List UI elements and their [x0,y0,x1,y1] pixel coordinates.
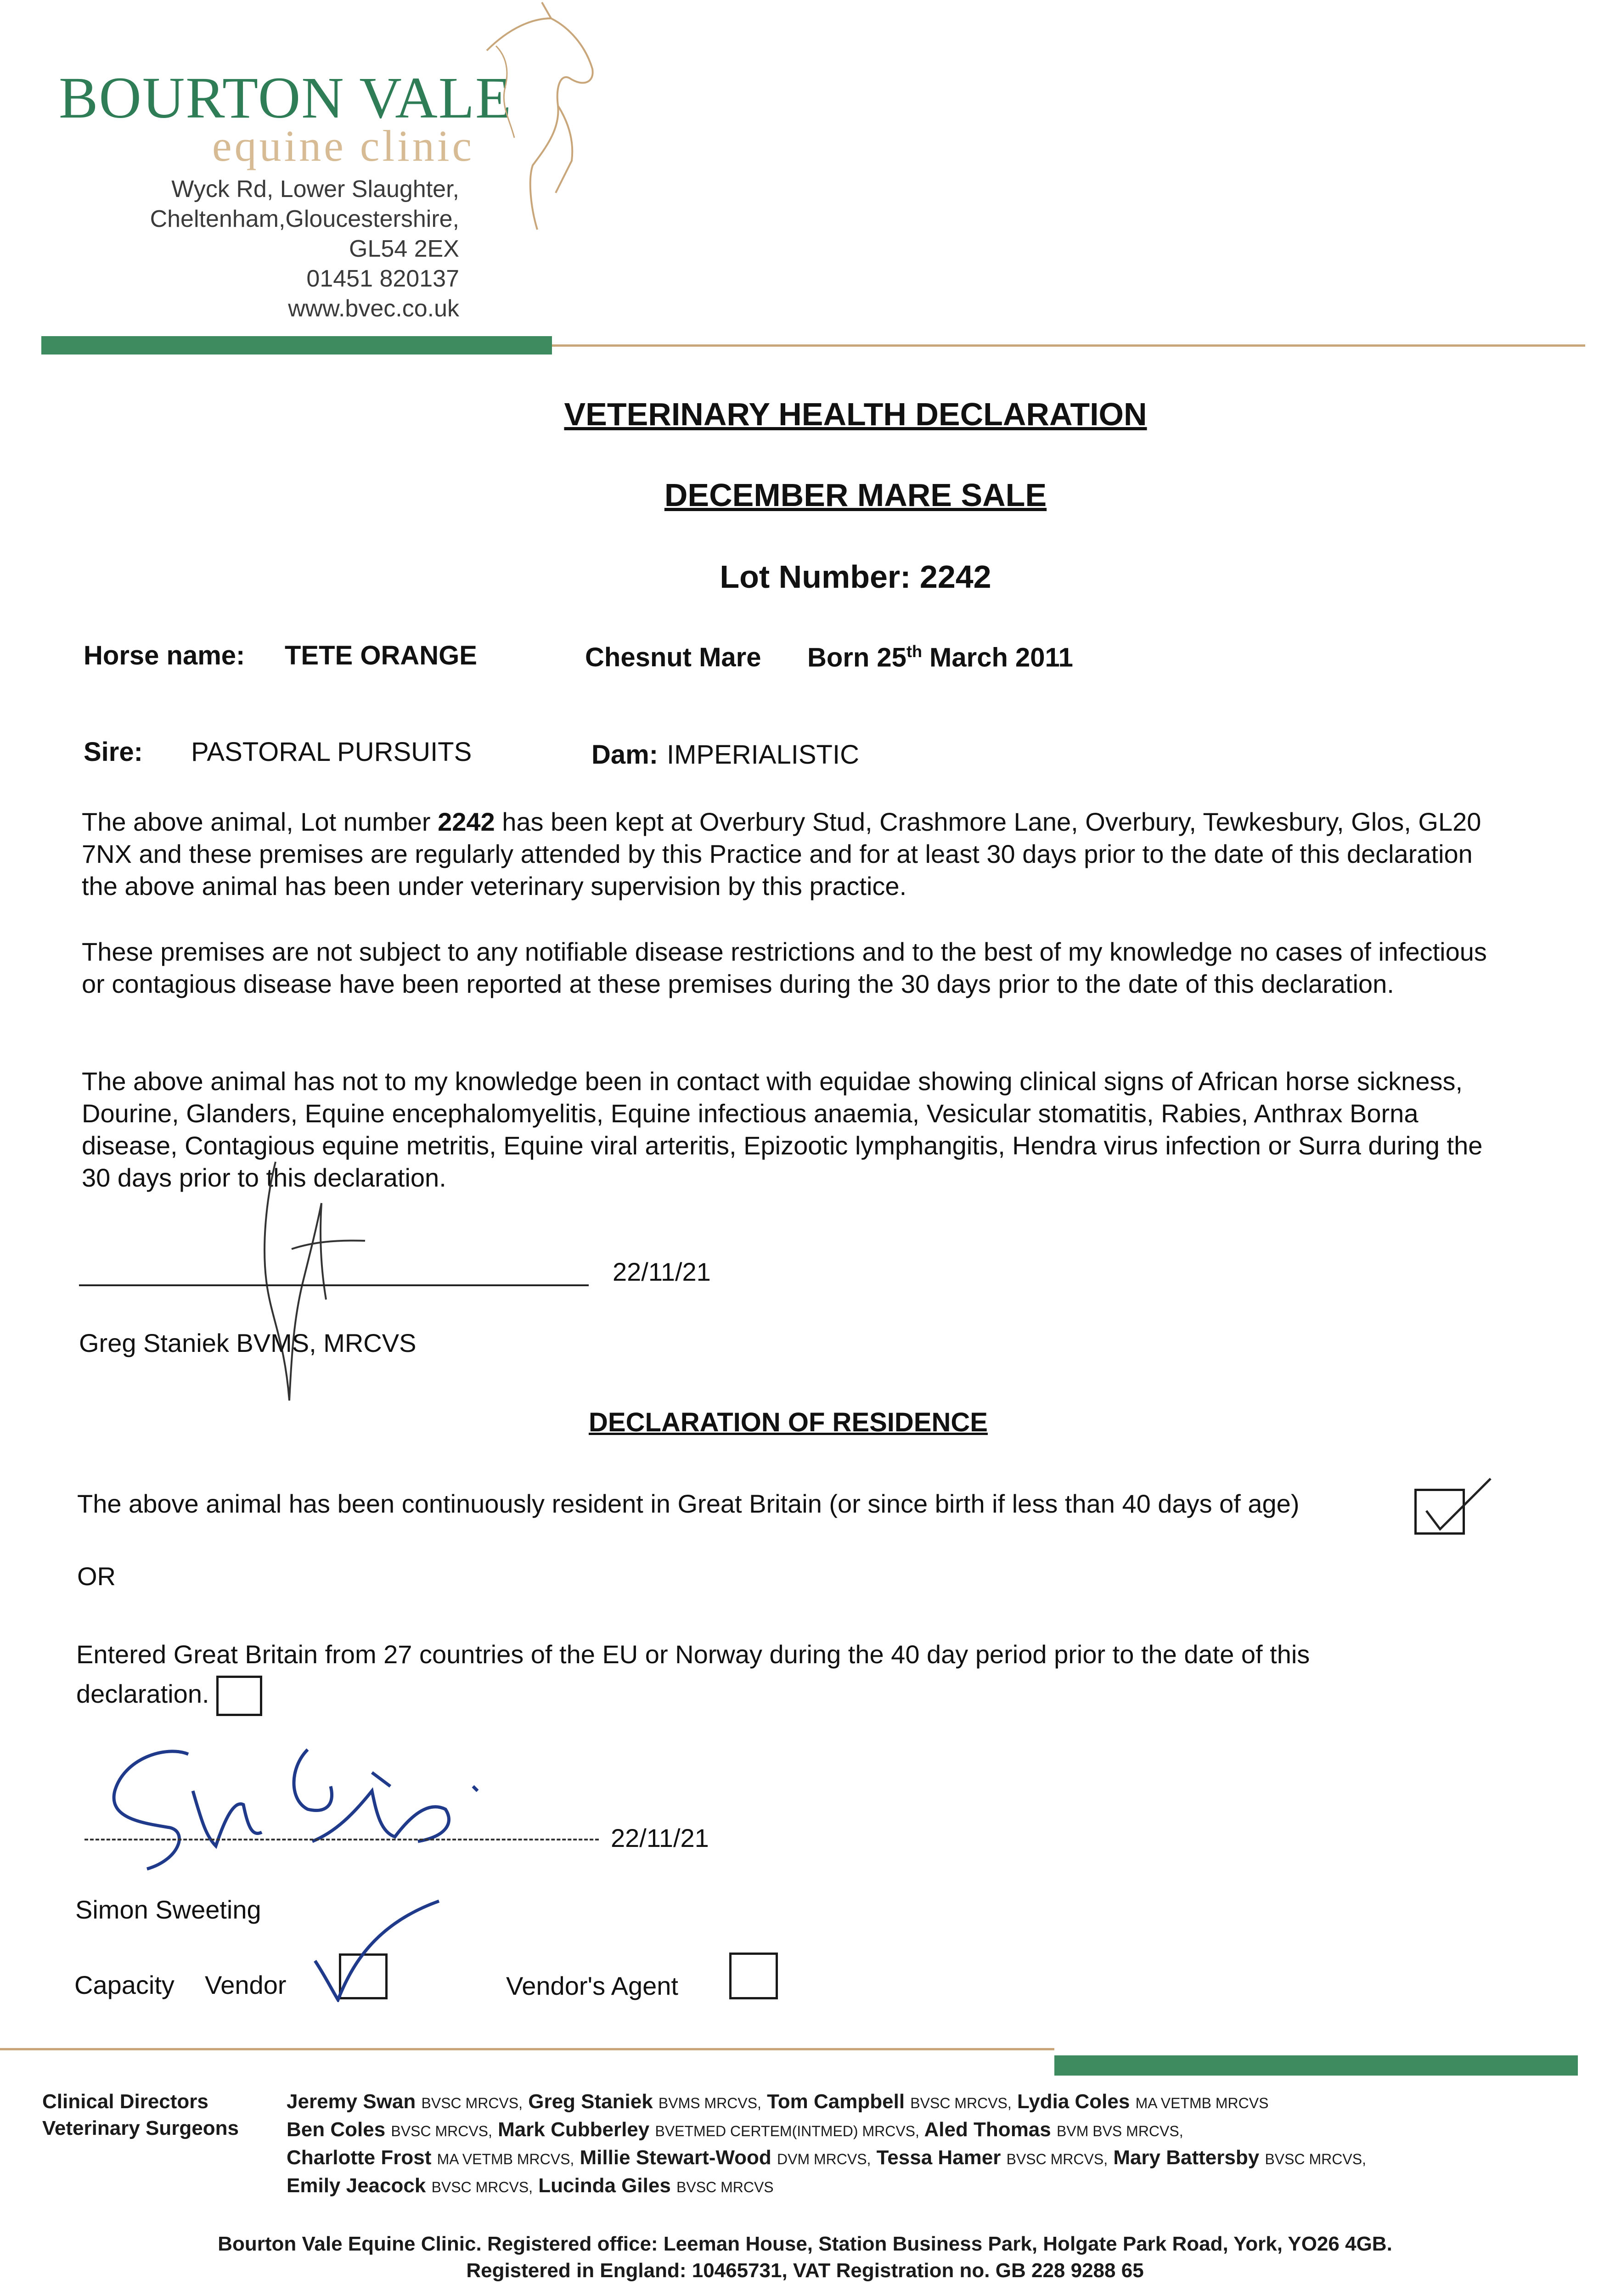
checkmark-icon [310,1896,444,2002]
lot-number: 2242 [919,559,991,595]
or-label: OR [77,1562,116,1591]
paragraph-text: The above animal, Lot number [82,807,438,836]
veterinary-surgeons-label: Veterinary Surgeons [42,2117,239,2139]
phone-number: 01451 820137 [306,265,459,292]
staff-name: Aled Thomas [924,2118,1051,2141]
staff-name: Greg Staniek [528,2090,653,2113]
staff-quals: DVM MRCVS, [777,2151,871,2167]
staff-quals: BVSC MRCVS, [1265,2151,1366,2167]
vet-signatory-name: Greg Staniek BVMS, MRCVS [79,1328,417,1357]
residence-option-2-checkbox[interactable] [216,1676,262,1716]
checkmark-icon [1417,1474,1495,1538]
staff-name: Mark Cubberley [498,2118,650,2141]
staff-name: Mary Battersby [1113,2146,1260,2169]
header-divider [552,344,1585,347]
horse-logo-icon [478,0,615,303]
horse-colour-sex: Chesnut Mare [585,642,761,672]
staff-quals: BVSC MRCVS, [391,2123,492,2139]
horse-name-label: Horse name: [84,641,245,670]
staff-quals: MA VETMB MRCVS [1135,2095,1269,2111]
staff-quals: BVM BVS MRCVS, [1057,2123,1183,2139]
sire-name: PASTORAL PURSUITS [191,737,472,767]
footer-divider [0,2048,1054,2050]
lot-number-line [0,558,1610,595]
staff-name: Lucinda Giles [538,2174,671,2197]
staff-name: Lydia Coles [1017,2090,1130,2113]
born-rest: March 2011 [922,642,1073,673]
address-line: Wyck Rd, Lower Slaughter, [171,176,459,203]
staff-name: Ben Coles [287,2118,386,2141]
vendor-signature-line [84,1839,599,1840]
dam-name: IMPERIALISTIC [667,740,859,770]
clinical-directors-label: Clinical Directors [42,2090,208,2113]
staff-quals: BVSC MRCVS [676,2179,774,2195]
staff-quals: BVETMED CERTEM(INTMED) MRCVS, [655,2123,919,2139]
capacity-label: Capacity [74,1970,175,1999]
registered-office: Bourton Vale Equine Clinic. Registered office: Leeman House, Station Business Park, Holgate Park Road, York, YO26 4GB. [218,2233,1392,2255]
vet-signature-line [79,1284,589,1286]
staff-name: Jeremy Swan [287,2090,416,2113]
staff-name: Tom Campbell [767,2090,905,2113]
address-line: GL54 2EX [349,236,459,262]
website: www.bvec.co.uk [288,295,459,322]
paragraph-text: has been kept at Overbury Stud, Crashmore Lane, Overbury, Tewkesbury, Glos, GL20 7NX and these premises are regularly attended by this Practice and for at least 30 days prior to the date of this declaration the above animal has been under veterinary supervision by this practice. [82,807,1481,900]
registration-numbers: Registered in England: 10465731, VAT Registration no. GB 228 9288 65 [466,2259,1144,2282]
clinic-name: BOURTON VALE [59,65,512,130]
staff-quals: BVSC MRCVS, [421,2095,523,2111]
born-suffix: th [906,642,922,661]
staff-name: Millie Stewart-Wood [580,2146,771,2169]
vendors-agent-checkbox[interactable] [729,1953,778,1999]
footer-staff-list [287,2088,1586,2200]
paragraph-lot-number: 2242 [438,807,495,836]
staff-quals: BVSC MRCVS, [1006,2151,1108,2167]
dam-label: Dam: [591,740,659,770]
vendor-signature [96,1731,501,1883]
declaration-paragraph-1 [82,806,1492,902]
address-line: Cheltenham,Gloucestershire, [150,206,459,232]
horse-born-date [807,642,1073,673]
lot-label: Lot Number: [720,559,911,595]
born-prefix: Born 25 [807,642,906,673]
vendor-label: Vendor [205,1970,287,1999]
document-subtitle: DECEMBER MARE SALE [664,477,1047,513]
footer-green-bar [1054,2055,1578,2076]
horse-name: TETE ORANGE [285,641,477,670]
clinic-subtitle: equine clinic [212,121,475,170]
residence-heading: DECLARATION OF RESIDENCE [589,1407,988,1437]
vendor-signatory-name: Simon Sweeting [75,1895,261,1924]
vendors-agent-label: Vendor's Agent [506,1971,678,2000]
header-green-bar [41,336,552,355]
staff-name: Charlotte Frost [287,2146,432,2169]
residence-option-2-text [76,1635,1435,1716]
staff-quals: MA VETMB MRCVS, [437,2151,574,2167]
vet-signature [248,1143,377,1410]
declaration-paragraph-2: These premises are not subject to any notifiable disease restrictions and to the best of my knowledge no cases of infectious or contagious disease have been reported at these premises during the 30 days prior to the date of this declaration. [82,937,1487,998]
staff-name: Emily Jeacock [287,2174,426,2197]
document-title: VETERINARY HEALTH DECLARATION [564,396,1147,432]
residence-option-2-label: Entered Great Britain from 27 countries of the EU or Norway during the 40 day period prior to the date of this declaration. [76,1640,1310,1708]
staff-quals: BVSC MRCVS, [431,2179,533,2195]
residence-option-1-text: The above animal has been continuously resident in Great Britain (or since birth if less than 40 days of age) [77,1489,1300,1518]
footer-role-labels [42,2088,239,2142]
vet-signature-date: 22/11/21 [613,1257,711,1286]
clinic-address [73,174,459,324]
sire-label: Sire: [84,737,143,767]
staff-quals: BVSC MRCVS, [910,2095,1012,2111]
declaration-paragraph-3: The above animal has not to my knowledge been in contact with equidae showing clinical signs of African horse sickness, Dourine, Glanders, Equine encephalomyelitis, Equine infectious anaemia, Vesicular stomatitis, Rabies, Anthrax Borna disease, Contagious equine metritis, Equine viral arteritis, Epizootic lymphangitis, Hendra virus infection or Surra during the 30 days prior to this declaration. [82,1067,1483,1192]
staff-name: Tessa Hamer [876,2146,1001,2169]
vendor-signature-date: 22/11/21 [611,1823,709,1852]
staff-quals: BVMS MRCVS, [658,2095,761,2111]
